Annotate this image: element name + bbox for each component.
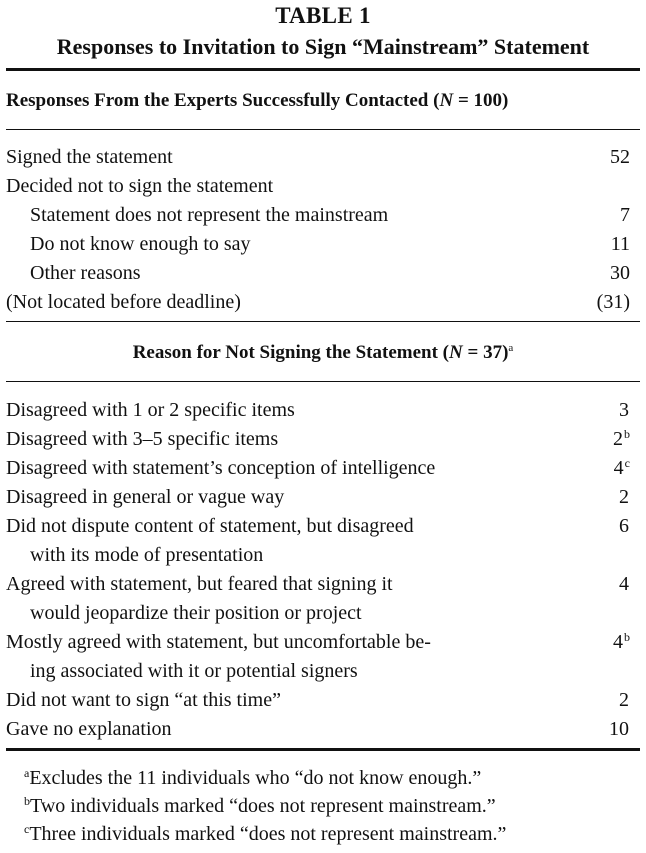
table-row: Gave no explanation 10 [6,718,629,740]
bottom-rule [6,748,640,751]
table-row: Do not know enough to say 11 [30,233,630,255]
table-row: Disagreed with 3–5 specific items 2$^b$ [6,427,630,450]
table-row: Did not want to sign “at this time” 2 [6,689,629,711]
table-title: Responses to Invitation to Sign “Mainstream” Statement [56,34,590,59]
footnote-c: $^c$Three individuals marked “does not represent mainstream.” [24,822,507,845]
section2-heading-rule [6,381,640,382]
table-row: Statement does not represent the mainstream 7 [30,204,630,226]
table-row: Disagreed with statement’s conception of intelligence 4$^c$ [6,456,630,479]
top-rule [6,68,640,71]
footnote-b: $^b$Two individuals marked “does not represent mainstream.” [24,794,496,817]
section1-heading-rule [6,129,640,130]
table-row: Disagreed in general or vague way 2 [6,486,629,508]
section2-heading: Reason for Not Signing the Statement (N = 37)$^a$ [132,342,514,363]
section1-heading: Responses From the Experts Successfully Contacted (N = 100) [6,90,509,111]
table-row: Signed the statement 52 [6,146,630,168]
table-row: Agreed with statement, but feared that signing it would jeopardize their position or project 4 [6,573,629,624]
table-row: Disagreed with 1 or 2 specific items 3 [6,399,629,421]
section1-end-rule [6,321,640,322]
footnote-a: $^a$Excludes the 11 individuals who “do not know enough.” [24,766,482,789]
table-row: Other reasons 30 [30,262,630,284]
table-row: Decided not to sign the statement [6,175,274,197]
table-row: Did not dispute content of statement, but disagreed with its mode of presentation 6 [6,515,629,566]
table-row: (Not located before deadline) (31) [6,291,630,313]
table-row: Mostly agreed with statement, but uncomfortable be- ing associated with it or potential signers 4$^b$ [6,630,630,682]
table-number: TABLE 1 [275,3,371,28]
